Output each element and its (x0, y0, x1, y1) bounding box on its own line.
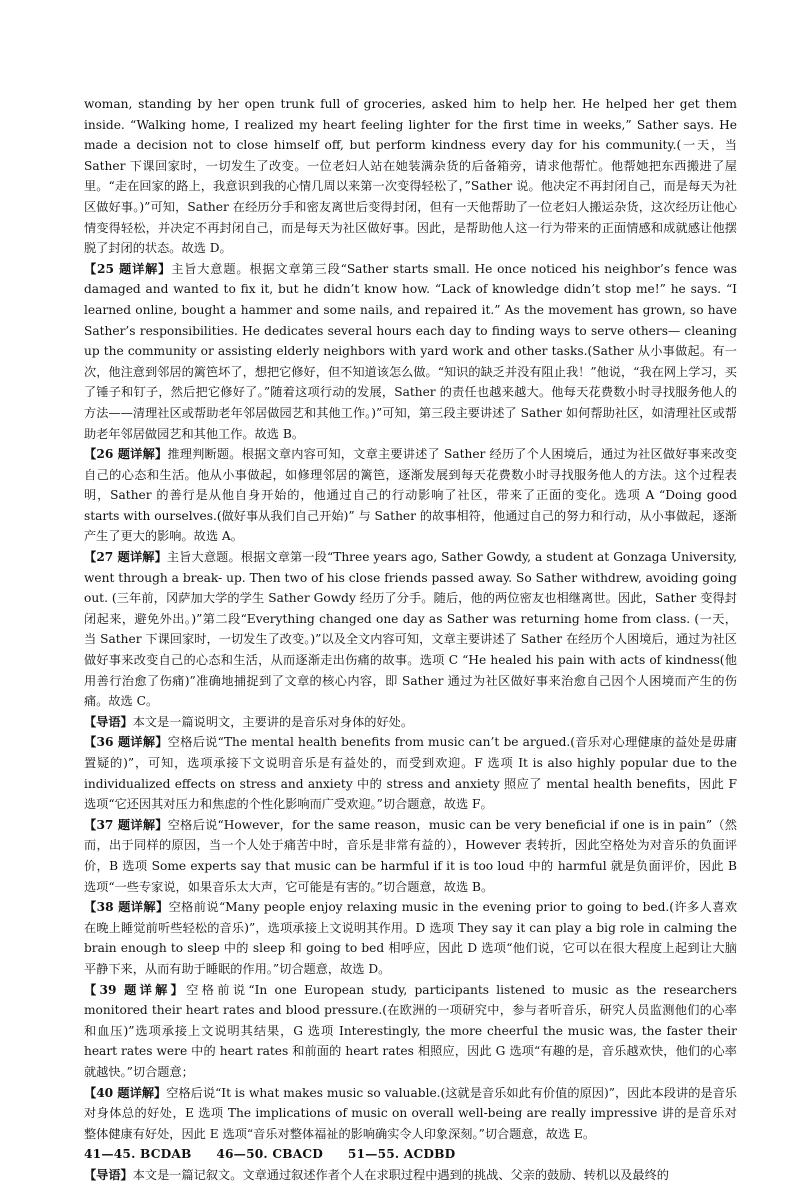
question-tag: 【26 题详解】 (84, 447, 168, 462)
paragraph-q26 (84, 444, 737, 547)
paragraph-guide-2 (84, 1165, 737, 1185)
paragraph-text: 空格前说“Many people enjoy relaxing music in the evening prior to going to bed.(许多人喜欢在晚上睡觉前听些轻松的音乐)”，选项承接上文说明其作用。D 选项 They say it can play a big role in calming the brain enough to sleep 中的 sleep 和 going to bed 相呼应，因此 D 选项“他们说，它可以在很大程度上起到让大脑平静下来，从而有助于睡眠的作用。”切合题意，故选 D。 (84, 900, 738, 976)
question-tag: 【38 题详解】 (84, 900, 169, 915)
paragraph-q40 (84, 1083, 737, 1145)
paragraph-q27 (84, 547, 737, 712)
question-tag: 【25 题详解】 (84, 261, 172, 276)
guide-tag: 【导语】 (84, 1167, 133, 1182)
paragraph-text: 主旨大意题。根据文章第一段“Three years ago, Sather Gowdy, a student at Gonzaga University, went through a break- up. Then two of his close friends passed away. So Sather withdrew, avoiding going out. (三年前，冈萨加大学的学生 Sather Gowdy 经历了分手。随后，他的两位密友也相继离世。因此，Sather 变得封闭起来，避免外出。)”第二段“Everything changed one day as Sather was returning home from class. (一天，当 Sather 下课回家时，一切发生了改变。)”以及全文内容可知，文章主要讲述了 Sather 在经历个人困境后，通过为社区做好事来改变自己的心态和生活，从而逐渐走出伤痛的故事。选项 C “He healed his pain with acts of kindness(他用善行治愈了伤痛)”准确地捕捉到了文章的核心内容，即 Sather 通过为社区做好事来治愈自己因个人困境而产生的伤痛。故选 C。 (84, 550, 738, 709)
paragraph-q36 (84, 732, 737, 814)
paragraph-q37 (84, 815, 737, 897)
paragraph-q39 (84, 980, 737, 1083)
answer-key: 41—45. BCDAB 46—50. CBACD 51—55. ACDBD (84, 1147, 456, 1162)
guide-tag: 【导语】 (84, 714, 133, 729)
paragraph-q25 (84, 259, 737, 444)
paragraph-text: 空格后说“The mental health benefits from music can’t be argued.(音乐对心理健康的益处是毋庸置疑的)”，可知，选项承接下文说明音乐是有益处的，而受到欢迎。F 选项 It is also highly popular due to the individualized effects on stress and anxiety 中的 stress and anxiety 照应了 mental health benefits，因此 F 选项“它还因其对压力和焦虑的个性化影响而广受欢迎。”切合题意，故选 F。 (84, 735, 738, 812)
paragraph-text: 空格后说“However，for the same reason，music can be very beneficial if one is in pain”（然而，出于同样的原因，当一个人处于痛苦中时，音乐是非常有益的），However 表转折，因此空格处为对音乐的负面评价，B 选项 Some experts say that music can be harmful if it is too loud 中的 harmful 就是负面评价，因此 B 选项“一些专家说，如果音乐太大声，它可能是有害的。”切合题意，故选 B。 (84, 817, 737, 894)
paragraph-continued (84, 94, 737, 259)
paragraph-text: 空格后说“It is what makes music so valuable.(这就是音乐如此有价值的原因)”，因此本段讲的是音乐对身体总的好处，E 选项 The implications of music on overall well-being are really impressive 讲的是音乐对整体健康有好处，因此 E 选项“音乐对整体福祉的影响确实令人印象深刻。”切合题意，故选 E。 (84, 1085, 737, 1141)
question-tag: 【36 题详解】 (84, 735, 168, 750)
paragraph-text: 本文是一篇记叙文。文章通过叙述作者个人在求职过程中遇到的挑战、父亲的鼓励、转机以及最终的 (132, 1167, 669, 1182)
paragraph-text: woman, standing by her open trunk full of groceries, asked him to help her. He helped her get them inside. “Walking home, I realized my heart feeling lighter for the first time in weeks,” Sather says. He made a decision not to close himself off, but perform kindness every day for his community.(一天，当 Sather 下课回家时，一切发生了改变。一位老妇人站在她装满杂货的后备箱旁，请求他帮忙。他帮她把东西搬进了屋里。“走在回家的路上，我意识到我的心情几周以来第一次变得轻松了，”Sather 说。他决定不再封闭自己，而是每天为社区做好事。)”可知，Sather 在经历分手和密友离世后变得封闭，但有一天他帮助了一位老妇人搬运杂货，这次经历让他心情变得轻松，并决定不再封闭自己，而是每天为社区做好事。因此，是帮助他人这一行为带来的正面情感和成就感让他摆脱了封闭的状态。故选 D。 (84, 97, 737, 256)
question-tag: 【40 题详解】 (84, 1085, 167, 1100)
paragraph-q38 (84, 897, 737, 979)
paragraph-text: 推理判断题。根据文章内容可知，文章主要讲述了 Sather 经历了个人困境后，通过为社区做好事来改变自己的心态和生活。他从小事做起，如修理邻居的篱笆，逐渐发展到每天花费数小时寻找服务他人的方法。这个过程表明，Sather 的善行是从他自身开始的，他通过自己的行动影响了社区，带来了正面的变化。选项 A “Doing good starts with ourselves.(做好事从我们自己开始)” 与 Sather 的故事相符，他通过自己的努力和行动，从小事做起，逐渐产生了更大的影响。故选 A。 (84, 447, 738, 544)
document-page (84, 94, 737, 1185)
question-tag: 【39 题详解】 (84, 982, 187, 997)
answer-key-line (84, 1144, 737, 1165)
paragraph-text: 本文是一篇说明文，主要讲的是音乐对身体的好处。 (132, 714, 414, 729)
question-tag: 【27 题详解】 (84, 550, 167, 565)
question-tag: 【37 题详解】 (84, 817, 168, 832)
paragraph-text: 空格前说“In one European study, participants listened to music as the researchers monitored their heart rates and blood pressure.(在欧洲的一项研究中，参与者听音乐，研究人员监测他们的心率和血压)”选项承接上文说明其结果，G 选项 Interestingly, the more cheerful the music was, the faster their heart rates were 中的 heart rates 和前面的 heart rates 相照应，因此 G 选项“有趣的是，音乐越欢快，他们的心率就越快。”切合题意； (84, 982, 737, 1079)
paragraph-guide-1 (84, 712, 737, 733)
paragraph-text: 主旨大意题。根据文章第三段“Sather starts small. He once noticed his neighbor’s fence was damaged and wanted to fix it, but he didn’t know how. “Lack of knowledge didn’t stop me!” he says. “I learned online, bought a hammer and some nails, and repaired it.” As the movement has grown, so have Sather’s responsibilities. He dedicates several hours each day to finding ways to serve others— cleaning up the community or assisting elderly neighbors with yard work and other tasks.(Sather 从小事做起。有一次，他注意到邻居的篱笆坏了，想把它修好，但不知道该怎么做。“知识的缺乏并没有阻止我！”他说，“我在网上学习，买了锤子和钉子，然后把它修好了。”随着这项行动的发展，Sather 的责任也越来越大。他每天花费数小时寻找服务他人的方法——清理社区或帮助老年邻居做园艺和其他工作。)”可知，第三段主要讲述了 Sather 如何帮助社区，如清理社区或帮助老年邻居做园艺和其他工作。故选 B。 (84, 261, 737, 441)
